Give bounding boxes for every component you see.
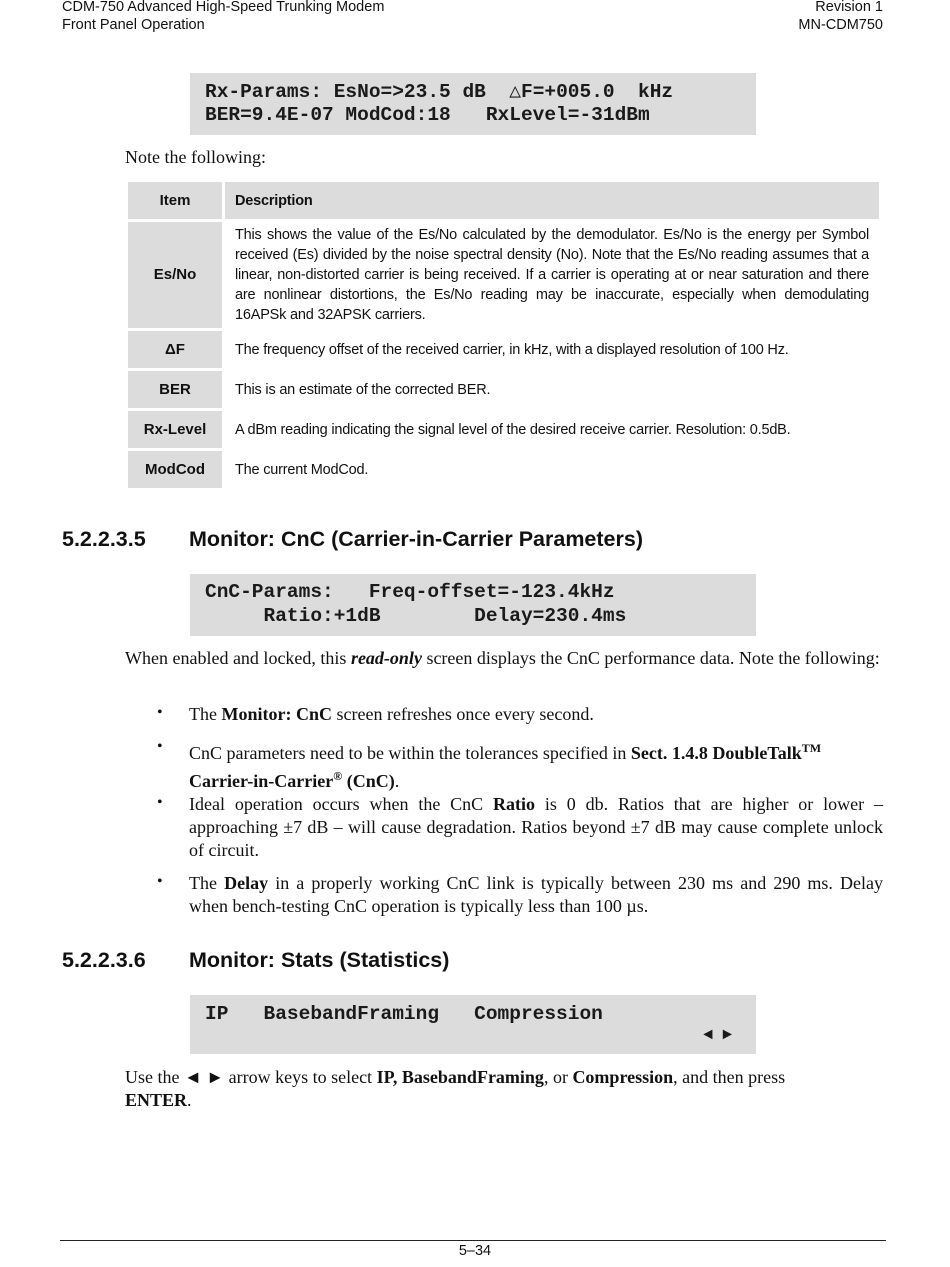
section-title-stats: Monitor: Stats (Statistics): [189, 948, 450, 972]
lcd-line-2: BER=9.4E-07 ModCod:18 RxLevel=-31dBm: [205, 104, 650, 126]
row-description: A dBm reading indicating the signal level of the desired receive carrier. Resolution: 0.5dB.: [235, 421, 791, 438]
bullet-icon: •: [157, 873, 163, 890]
row-item: Rx-Level: [128, 411, 222, 448]
cnc-intro-paragraph: When enabled and locked, this read-only screen displays the CnC performance data. Note the following:: [125, 648, 880, 668]
row-description: The current ModCod.: [235, 461, 369, 478]
footer-divider: [60, 1240, 886, 1241]
chapter-title: Front Panel Operation: [62, 17, 205, 33]
table-row: [128, 371, 879, 408]
lcd-line-1: CnC-Params: Freq-offset=-123.4kHz: [205, 581, 615, 603]
table-header-row: [128, 182, 879, 219]
bullet-item: The Delay in a properly working CnC link is typically between 230 ms and 290 ms. Delay when bench-testing CnC operation is typically less than 100 µs.: [189, 873, 883, 916]
row-item: BER: [128, 371, 222, 408]
row-description: The frequency offset of the received carrier, in kHz, with a displayed resolution of 100 Hz.: [235, 341, 789, 358]
document-title: CDM-750 Advanced High-Speed Trunking Modem: [62, 0, 385, 15]
lcd-line-1: Rx-Params: EsNo=>23.5 dB △F=+005.0 kHz: [205, 81, 674, 103]
page-header-right: [798, 0, 883, 34]
section-number-cnc: 5.2.2.3.5: [62, 527, 146, 551]
lcd-arrow-icons: ◄ ►: [703, 1026, 732, 1044]
bullet-icon: •: [157, 738, 163, 755]
bullet-item: The Monitor: CnC screen refreshes once every second.: [189, 704, 594, 724]
bullet-item: Ideal operation occurs when the CnC Ratio is 0 db. Ratios that are higher or lower – approaching ±7 dB – will cause degradation. Ratios beyond ±7 dB may cause complete unlock of circuit.: [189, 794, 883, 860]
page-number: 5–34: [458, 1243, 492, 1259]
header-description: Description: [225, 182, 879, 219]
bullet-icon: •: [157, 794, 163, 811]
table-row: [128, 222, 879, 328]
row-item: Es/No: [128, 222, 222, 328]
lcd-menu-options: IP BasebandFraming Compression: [205, 1003, 603, 1025]
notes-table: [125, 179, 882, 491]
section-number-stats: 5.2.2.3.6: [62, 948, 146, 972]
row-item: ΔF: [128, 331, 222, 368]
bullet-icon: •: [157, 704, 163, 721]
lcd-display-stats: [190, 995, 756, 1054]
lcd-display-rx-params: [190, 73, 756, 135]
page-header-left: [62, 0, 384, 34]
bullet-item: CnC parameters need to be within the tolerances specified in Sect. 1.4.8 DoubleTalk™ Carrier-in-Carrier® (CnC).: [189, 741, 822, 791]
lcd-display-cnc-params: [190, 574, 756, 636]
row-item: ModCod: [128, 451, 222, 488]
row-description: This is an estimate of the corrected BER.: [235, 381, 491, 398]
section-title-cnc: Monitor: CnC (Carrier-in-Carrier Parameters): [189, 527, 643, 551]
lcd-line-2: Ratio:+1dB Delay=230.4ms: [205, 605, 627, 627]
stats-instruction: Use the ◄ ► arrow keys to select IP, BasebandFraming, or Compression, and then press ENTER.: [125, 1067, 786, 1110]
revision-label: Revision 1: [815, 0, 883, 15]
row-description: This shows the value of the Es/No calculated by the demodulator. Es/No is the energy per Symbol received (Es) divided by the noise spectral density (No). Note that the Es/No reading assumes that a linear, non-distorted carrier is being received. If a carrier is operating at or near saturation and there are nonlinear distortions, the Es/No reading may be inaccurate, especially when demodulating 16APSk and 32APSK carriers.: [235, 227, 869, 323]
table-row: [128, 411, 879, 448]
note-intro: Note the following:: [125, 147, 266, 167]
header-item: Item: [128, 182, 222, 219]
table-row: [128, 451, 879, 488]
table-row: [128, 331, 879, 368]
manual-number: MN-CDM750: [798, 17, 883, 33]
